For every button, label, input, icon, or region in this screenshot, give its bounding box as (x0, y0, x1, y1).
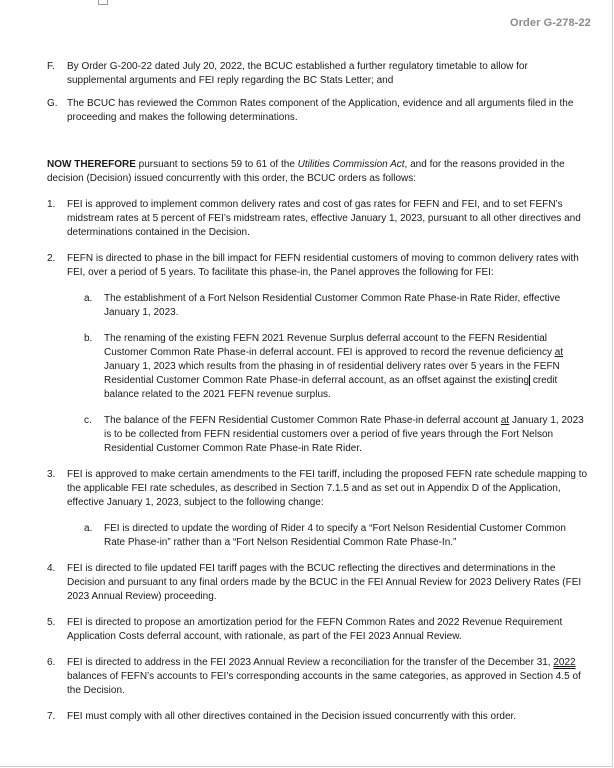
underlined-word: at (500, 415, 510, 426)
page-corner-marker (98, 0, 108, 5)
order-item-5: 5. FEI is directed to propose an amortization period for the FEFN Common Rates and 2022 Revenue Requirement Application Costs deferral account, with rationale, as part of the FEI 2023 Annual Review. (47, 617, 563, 642)
order-item-2b: b. The renaming of the existing FEFN 2021 Revenue Surplus deferral account to the FEFN Residential Customer Common Rate Phase-in deferral account. FEI is approved to record the revenue deficiency at January 1, 2023 which results from the phasing in of residential delivery rates over 5 years in the FEFN Residential Customer Common Rate Phase-in deferral account, as an offset against the existing credit balance related to the 2021 FEFN revenue surplus. (84, 333, 564, 400)
text-cursor: January 1, 2023 which results from the phasing in of residential delivery rates over 5 years in the FEFN Residential Customer Common Rate Phase-in deferral account, as an offset against the existing (104, 361, 560, 386)
recital-f (47, 60, 589, 88)
order-item-1: 1. FEI is approved to implement common delivery rates and cost of gas rates for FEFN and FEI, and to set FEFN’s midstream rates at 5 percent of FEI’s midstream rates, effective January 1, 2023, pursuant to all other directives and determinations contained in the Decision. (47, 199, 581, 238)
recital-marker: G. (47, 98, 58, 109)
order-number-header: Order G-278-22 (510, 17, 591, 29)
now-therefore-paragraph: NOW THEREFORE pursuant to sections 59 to 61 of the Utilities Commission Act, and for the reasons provided in the decision (Decision) issued concurrently with this order, the BCUC orders as follows: (47, 159, 565, 184)
order-item-2a: a. The establishment of a Fort Nelson Residential Customer Common Rate Phase-in Rate Rider, effective January 1, 2023. (84, 293, 561, 318)
recital-marker: F. (47, 61, 55, 72)
order-item-4: 4. FEI is directed to file updated FEI tariff pages with the BCUC reflecting the directives and determinations in the Decision and pursuant to any final orders made by the BCUC in the FEI Annual Review for 2023 Delivery Rates (FEI 2023 Annual Review) proceeding. (47, 563, 582, 602)
act-name: Utilities Commission Act (297, 159, 405, 170)
order-item-3a: a. FEI is directed to update the wording of Rider 4 to specify a “Fort Nelson Residential Customer Common Rate Phase-in” rather than a “Fort Nelson Residential Common Rate Phase-In.” (84, 523, 566, 548)
underlined-word: at (554, 347, 564, 358)
order-item-7: 7. FEI must comply with all other directives contained in the Decision issued concurrently with this order. (47, 711, 517, 722)
order-item-2c: c. The balance of the FEFN Residential Customer Common Rate Phase-in deferral account at January 1, 2023 is to be collected from FEFN residential customers over a period of five years through the Fort Nelson Residential Customer Common Rate Phase-in Rate Rider. (84, 415, 584, 454)
recital-g (47, 97, 589, 125)
underlined-year: 2022 (553, 657, 576, 668)
order-item-3: 3. FEI is approved to make certain amendments to the FEI tariff, including the proposed FEFN rate schedule mapping to the applicable FEI rate schedules, as described in Section 7.1.5 and as set out in Appendix D of the Application, effective January 1, 2023, subject to the following change: (47, 469, 588, 508)
recital-text: The BCUC has reviewed the Common Rates component of the Application, evidence and all arguments filed in the proceeding and makes the following determinations. (67, 98, 574, 123)
recital-text: By Order G-200-22 dated July 20, 2022, the BCUC established a further regulatory timetable to allow for supplemental arguments and FEI reply regarding the BC Stats Letter; and (67, 61, 528, 86)
order-item-6: 6. FEI is directed to address in the FEI 2023 Annual Review a reconciliation for the transfer of the December 31, 2022 balances of FEFN’s accounts to FEI’s corresponding accounts in the same categories, as approved in Section 4.5 of the Decision. (47, 657, 581, 696)
now-therefore-lead: NOW THEREFORE (47, 159, 136, 170)
order-item-2: 2. FEFN is directed to phase in the bill impact for FEFN residential customers of moving to common delivery rates with FEI, over a period of 5 years. To facilitate this phase-in, the Panel approves the following for FEI: (47, 253, 579, 278)
document-body (47, 60, 589, 724)
